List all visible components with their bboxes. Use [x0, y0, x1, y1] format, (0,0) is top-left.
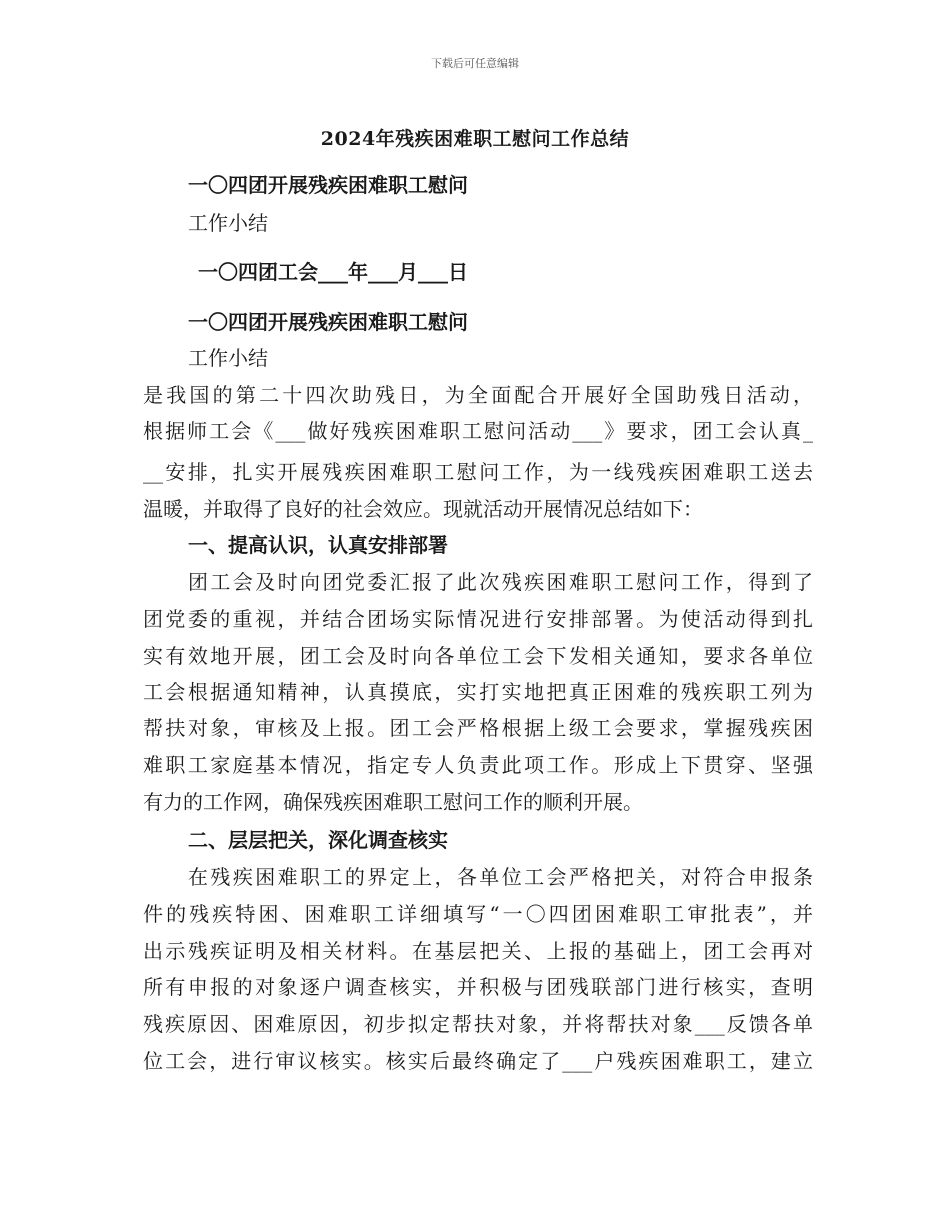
body-line: 团工会及时向团党委汇报了此次残疾困难职工慰问工作，得到了 — [188, 570, 813, 594]
body-line: 根据师工会《___做好残疾困难职工慰问活动___》要求，团工会认真_ — [143, 419, 813, 443]
body-line: 团党委的重视，并结合团场实际情况进行安排部署。为使活动得到扎 — [143, 607, 813, 631]
union-date-line: 一〇四团工会___年___月___日 — [198, 260, 468, 284]
body-line: __安排，扎实开展残疾困难职工慰问工作，为一线残疾困难职工送去 — [143, 460, 813, 484]
section-heading-1: 一、提高认识，认真安排部署 — [188, 533, 448, 557]
body-line: 是我国的第二十四次助残日，为全面配合开展好全国助残日活动， — [143, 383, 813, 407]
body-line: 帮扶对象，审核及上报。团工会严格根据上级工会要求，掌握残疾困 — [143, 716, 813, 740]
body-line: 残疾原因、困难原因，初步拟定帮扶对象，并将帮扶对象___反馈各单 — [143, 1012, 813, 1036]
body-line: 位工会，进行审议核实。核实后最终确定了___户残疾困难职工，建立 — [143, 1049, 813, 1073]
subtitle-repeat-line-1: 一〇四团开展残疾困难职工慰问 — [188, 310, 468, 334]
section-heading-2: 二、层层把关，深化调查核实 — [188, 828, 448, 852]
subtitle-repeat-line-2: 工作小结 — [188, 346, 268, 370]
body-line: 实有效地开展，团工会及时向各单位工会下发相关通知，要求各单位 — [143, 644, 813, 668]
body-line: 难职工家庭基本情况，指定专人负责此项工作。形成上下贯穿、坚强 — [143, 753, 813, 777]
subtitle-line-2: 工作小结 — [188, 211, 268, 235]
subtitle-line-1: 一〇四团开展残疾困难职工慰问 — [188, 173, 468, 197]
body-line: 温暖，并取得了良好的社会效应。现就活动开展情况总结如下： — [143, 497, 703, 521]
body-line: 在残疾困难职工的界定上，各单位工会严格把关，对符合申报条 — [188, 865, 813, 889]
body-line: 件的残疾特困、困难职工详细填写“一〇四团困难职工审批表”，并 — [143, 902, 813, 926]
document-title: 2024年残疾困难职工慰问工作总结 — [320, 128, 630, 150]
body-line: 所有申报的对象逐户调查核实，并积极与团残联部门进行核实，查明 — [143, 975, 813, 999]
body-line: 工会根据通知精神，认真摸底，实打实地把真正困难的残疾职工列为 — [143, 680, 813, 704]
header-note: 下载后可任意编辑 — [431, 57, 519, 70]
body-line: 有力的工作网，确保残疾困难职工慰问工作的顺利开展。 — [143, 790, 643, 814]
body-line: 出示残疾证明及相关材料。在基层把关、上报的基础上，团工会再对 — [143, 939, 813, 963]
